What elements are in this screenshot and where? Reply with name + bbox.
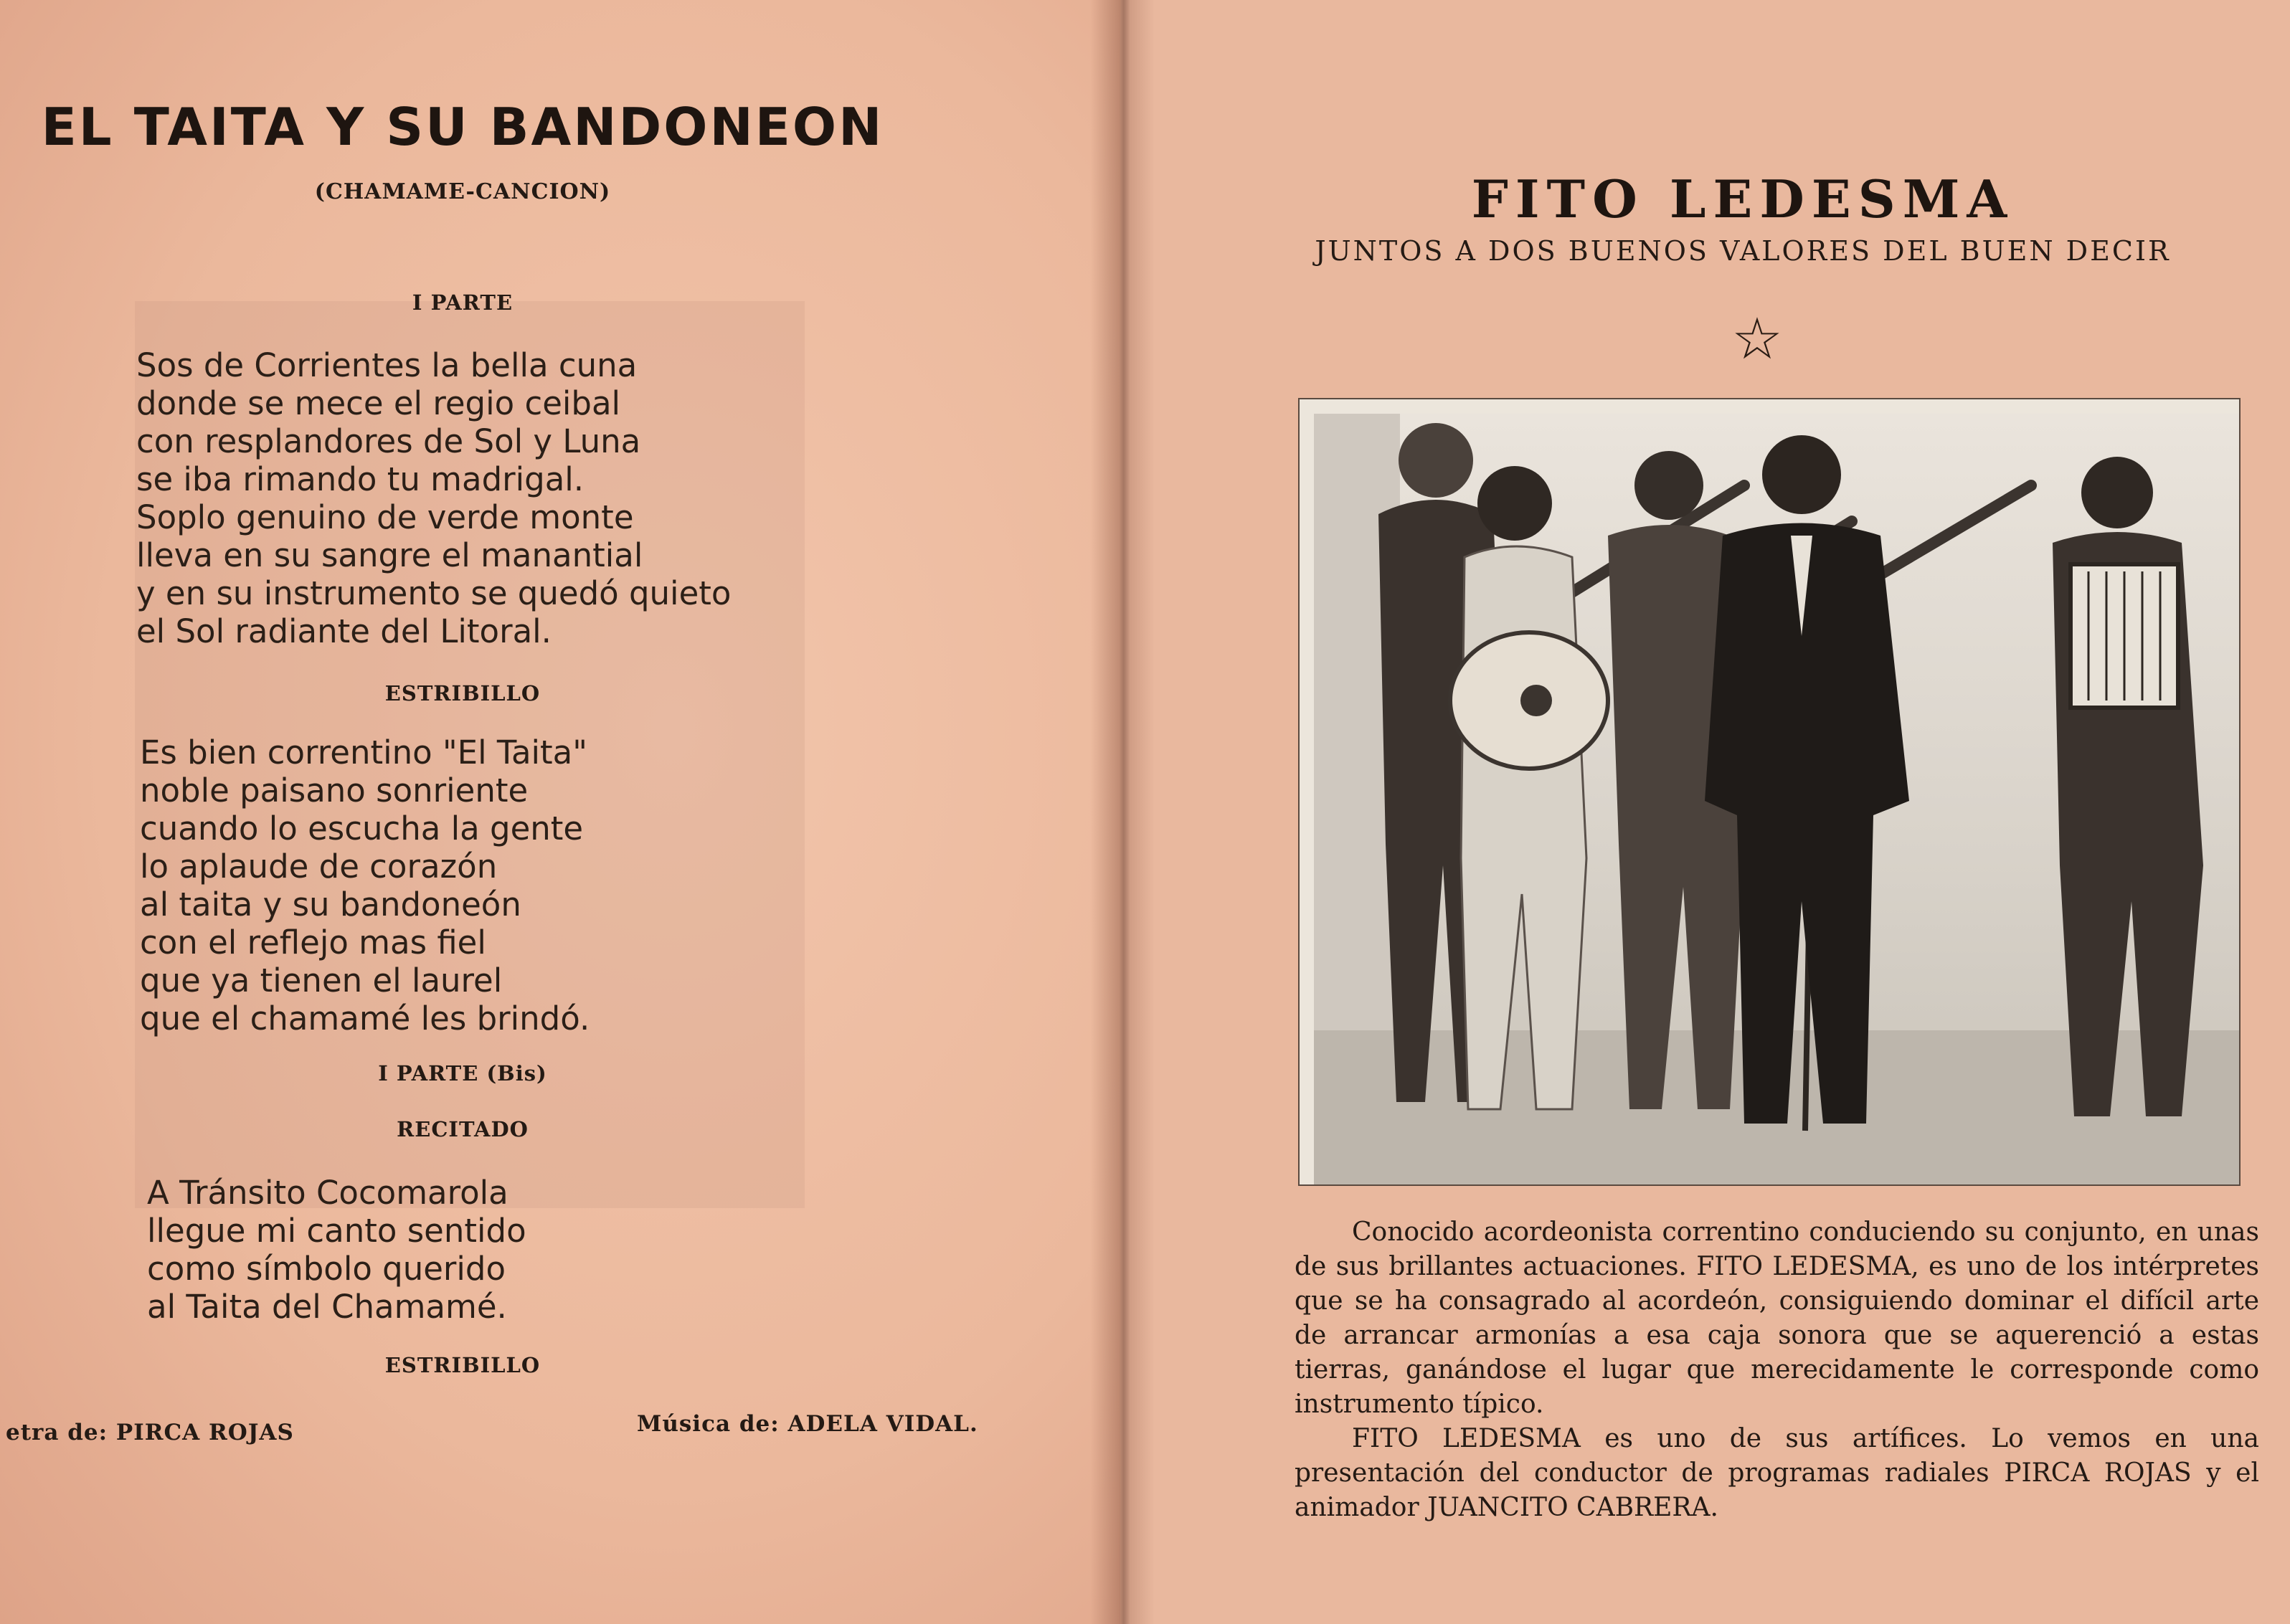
verse-line: con resplandores de Sol y Luna [136,422,641,460]
artist-name: FITO LEDESMA [1471,168,2015,229]
verse-line: con el reflejo mas fiel [140,923,486,961]
star-icon: ☆ [1731,305,1783,372]
verse-line: al Taita del Chamamé. [147,1288,507,1326]
verse-line: que ya tienen el laurel [140,961,503,999]
verse-line: donde se mece el regio ceibal [136,384,621,422]
verse-line: A Tránsito Cocomarola [147,1174,508,1212]
verse-line: lo aplaude de corazón [140,847,498,885]
section-label-recitado: RECITADO [397,1117,529,1141]
section-label-estribillo-final: ESTRIBILLO [384,1353,541,1377]
section-label-i-parte: I PARTE [412,290,514,315]
verse-line: que el chamamé les brindó. [140,999,590,1037]
verse-line: lleva en su sangre el manantial [136,536,643,574]
band-photo-illustration [1300,399,2239,1184]
verse-line: al taita y su bandoneón [140,885,521,923]
artist-tagline: JUNTOS A DOS BUENOS VALORES DEL BUEN DECIR [1315,235,2171,267]
verse-line: Soplo genuino de verde monte [136,498,634,536]
band-photo [1298,398,2241,1186]
lyrics-credit: etra de: PIRCA ROJAS [6,1420,294,1445]
song-subtitle: (CHAMAME-CANCION) [314,179,611,204]
verse-line: Sos de Corrientes la bella cuna [136,346,638,384]
verse-line: se iba rimando tu madrigal. [136,460,585,498]
verse-recitado [147,1174,526,1326]
verse-line: y en su instrumento se quedó quieto [136,574,732,612]
verse-i-parte [136,346,731,650]
paragraph: FITO LEDESMA es uno de sus artífices. Lo vemos en una presentación del conductor de programas radiales PIRCA ROJAS y el animador JUANCITO CABRERA. [1295,1424,2259,1522]
verse-line: Es bien correntino "El Taita" [140,733,587,771]
song-title: EL TAITA Y SU BANDONEON [41,97,884,157]
article-body [1295,1215,2259,1525]
verse-line: como símbolo querido [147,1250,506,1288]
verse-line: el Sol radiante del Litoral. [136,612,552,650]
verse-line: cuando lo escucha la gente [140,809,584,847]
left-page [0,0,1120,1624]
verse-line: llegue mi canto sentido [147,1212,526,1250]
music-credit: Música de: ADELA VIDAL. [637,1411,978,1437]
section-label-i-parte-bis: I PARTE (Bis) [378,1061,547,1086]
paragraph: Conocido acordeonista correntino conduciendo su conjunto, en unas de sus brillantes actuaciones. FITO LEDESMA, es uno de los intérpretes que se ha consagrado al acordeón, consiguiendo dominar el difícil arte de arrancar armonías a esa caja sonora que se aquerenció a estas tierras, ganándose el lugar que merecidamente le corresponde como instrumento típico. [1295,1217,2259,1419]
verse-line: noble paisano sonriente [140,771,529,809]
section-label-estribillo: ESTRIBILLO [384,681,541,706]
verse-estribillo [140,733,590,1037]
